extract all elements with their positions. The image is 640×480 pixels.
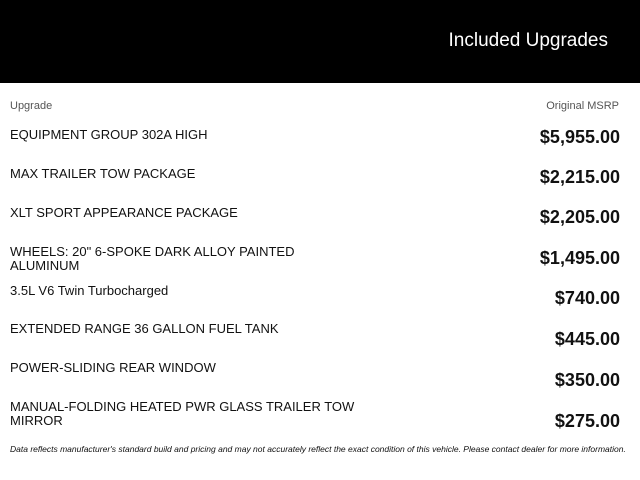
upgrade-price: $1,495.00 — [539, 248, 620, 268]
header-bar — [0, 0, 640, 83]
upgrade-name: WHEELS: 20" 6-SPOKE DARK ALLOY PAINTED ALUMINUM — [10, 244, 295, 273]
upgrade-price: $350.00 — [554, 370, 620, 390]
disclaimer-text: Data reflects manufacturer's standard build and pricing and may not accurately reflect the exact condition of this vehicle. Please contact dealer for more information. — [10, 444, 626, 454]
upgrade-name: XLT SPORT APPEARANCE PACKAGE — [10, 205, 238, 220]
upgrade-price: $740.00 — [554, 288, 620, 308]
upgrade-name: 3.5L V6 Twin Turbocharged — [10, 283, 169, 298]
upgrade-name: POWER-SLIDING REAR WINDOW — [10, 360, 216, 375]
upgrade-price: $2,215.00 — [539, 167, 620, 187]
upgrade-price: $5,955.00 — [539, 127, 620, 147]
upgrade-price: $445.00 — [554, 329, 620, 349]
upgrade-name: MANUAL-FOLDING HEATED PWR GLASS TRAILER TOW MIRROR — [10, 399, 355, 428]
page-title: Included Upgrades — [448, 30, 608, 51]
column-header-msrp: Original MSRP — [546, 100, 619, 112]
upgrade-name: MAX TRAILER TOW PACKAGE — [10, 166, 196, 181]
upgrade-name: EQUIPMENT GROUP 302A HIGH — [10, 127, 208, 142]
upgrade-name: EXTENDED RANGE 36 GALLON FUEL TANK — [10, 321, 279, 336]
upgrade-price: $2,205.00 — [539, 207, 620, 227]
upgrade-price: $275.00 — [554, 411, 620, 431]
column-header-upgrade: Upgrade — [10, 100, 53, 112]
